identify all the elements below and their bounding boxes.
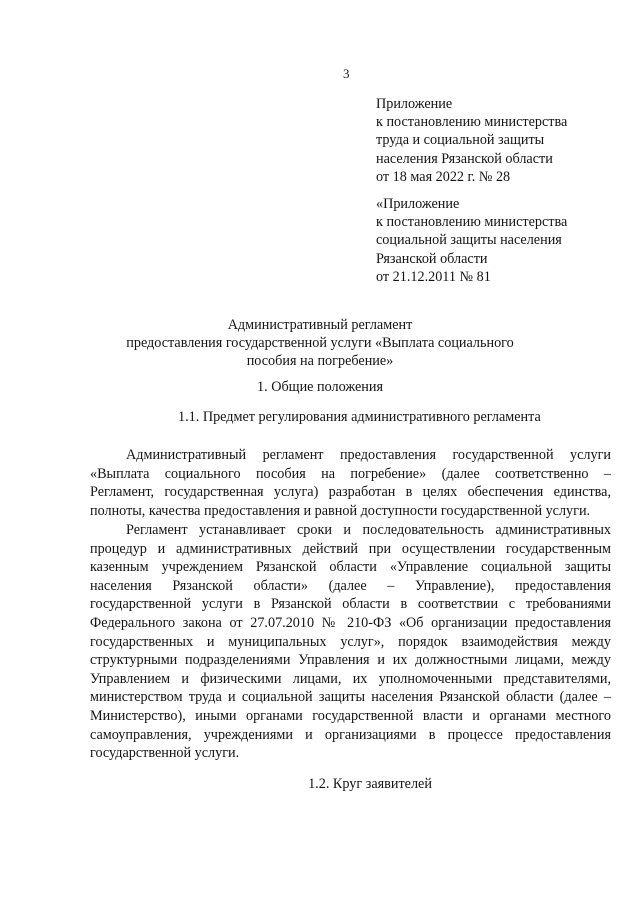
appendix-line: «Приложение xyxy=(376,196,460,212)
page-number: 3 xyxy=(343,66,350,81)
appendix-line: от 21.12.2011 № 81 xyxy=(376,268,491,285)
paragraph-line: государственных и муниципальных услуг», порядок взаимодействия между xyxy=(90,633,611,650)
appendix-line: Рязанской области xyxy=(376,250,488,267)
paragraph-line: полноты, качества предоставления и равной доступности государственной услуги. xyxy=(90,502,591,519)
title-line: Административный регламент xyxy=(227,317,413,333)
paragraph-line: Административный регламент предоставления государственной услуги xyxy=(126,447,611,463)
paragraph-line: Министерство), иными органами государственной власти и органами местного xyxy=(90,707,611,724)
document-title xyxy=(60,316,580,371)
appendix-line: от 18 мая 2022 г. № 28 xyxy=(376,168,511,185)
paragraph-line: процедур и административных действий при осуществлении государственным xyxy=(90,540,611,557)
paragraph-line: населения Рязанской области» (далее – Управление), предоставления xyxy=(90,577,611,594)
paragraph-line: Федерального закона от 27.07.2010 № 210-ФЗ «Об организации предоставления xyxy=(90,614,611,631)
subsection-heading: 1.2. Круг заявителей xyxy=(308,776,432,792)
paragraph-line: самоуправления, учреждениями и организациями в процессе предоставления xyxy=(90,726,611,743)
section-heading: 1. Общие положения xyxy=(257,379,383,395)
appendix-line: труда и социальной защиты xyxy=(376,132,545,149)
paragraph-line: государственной услуги. xyxy=(90,745,240,762)
paragraph-line: «Выплата социального пособия на погребение» (далее соответственно – xyxy=(90,465,611,482)
paragraph xyxy=(90,446,611,520)
paragraph-line: государственной услуги в Рязанской области в соответствии с требованиями xyxy=(90,596,611,613)
appendix-block-original xyxy=(376,195,626,286)
title-line: пособия на погребение» xyxy=(246,353,394,370)
paragraph-line: Регламент устанавливает сроки и последовательность административных xyxy=(126,522,611,538)
paragraph-line: структурными подразделениями Управления и их должностными лицами, между xyxy=(90,652,611,669)
subsection-heading: 1.1. Предмет регулирования административного регламента xyxy=(178,409,541,425)
appendix-line: к постановлению министерства xyxy=(376,214,568,231)
paragraph xyxy=(90,521,611,763)
paragraph-line: Регламент, государственная услуга) разработан в целях обеспечения единства, xyxy=(90,484,611,501)
paragraph-line: Управлением и физическими лицами, их уполномоченными представителями, xyxy=(90,670,611,687)
title-line: предоставления государственной услуги «Выплата социального xyxy=(126,335,514,352)
appendix-block-current xyxy=(376,95,626,186)
paragraph-line: министерством труда и социальной защиты населения Рязанской области (далее – xyxy=(90,689,611,706)
appendix-line: социальной защиты населения xyxy=(376,232,562,249)
appendix-line: Приложение xyxy=(376,96,453,112)
appendix-line: к постановлению министерства xyxy=(376,114,568,131)
paragraph-line: казенным учреждением Рязанской области «Управление социальной защиты xyxy=(90,559,611,576)
appendix-line: населения Рязанской области xyxy=(376,150,553,167)
